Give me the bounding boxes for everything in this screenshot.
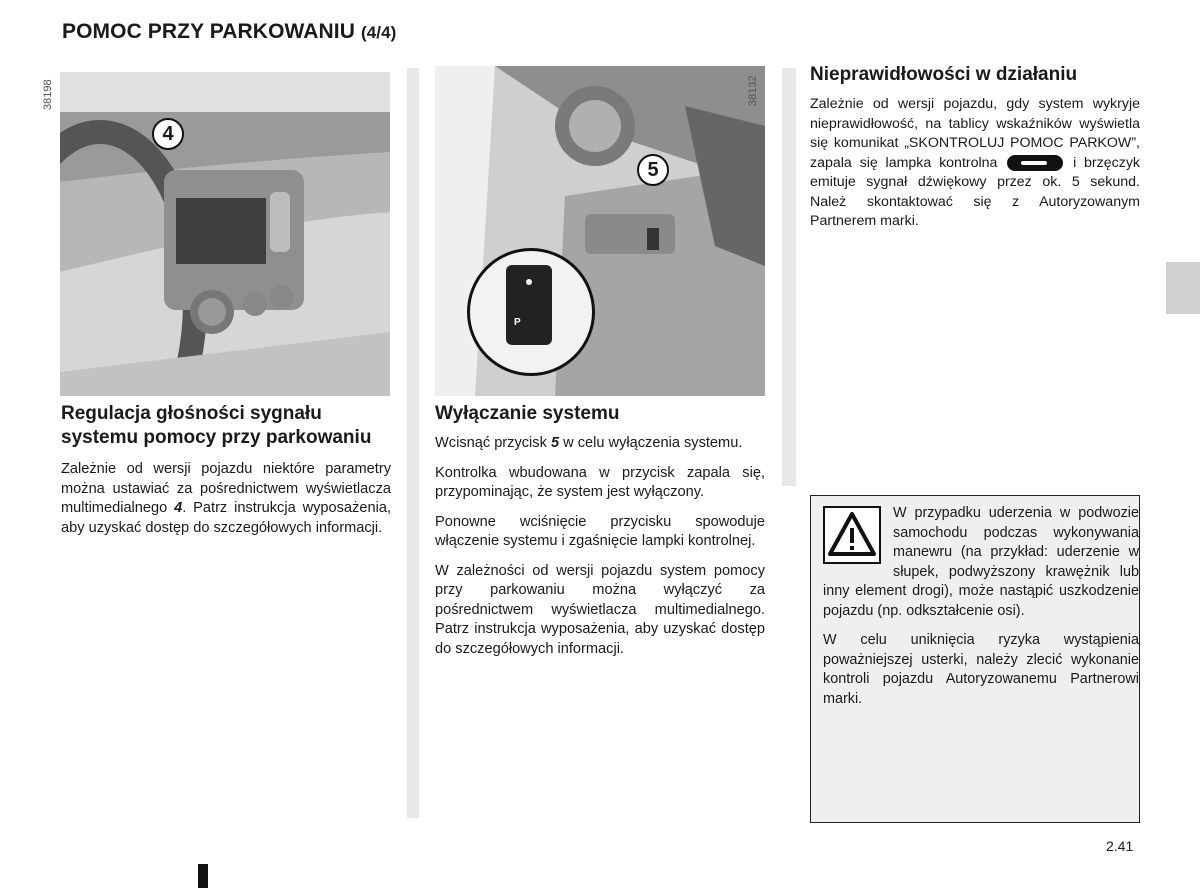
volume-paragraph-a: Zależnie od wersji pojazdu niektóre parametry można ustawiać za pośrednictwem wyświetlacza multimedialnego (61, 461, 391, 516)
volume-heading: Regulacja głośności sygnału systemu pomocy przy parkowaniu (61, 403, 372, 448)
page-title-suffix: (4/4) (360, 23, 397, 42)
disable-paragraph-2: Kontrolka wbudowana w przycisk zapala się, przypominając, że system jest wyłączony. (435, 464, 765, 500)
warning-box (810, 495, 1140, 823)
callout-5: 5 (637, 154, 669, 186)
malfunction-heading: Nieprawidłowości w działaniu (810, 64, 1078, 85)
volume-paragraph (61, 460, 391, 538)
image-code-middle: 38132 (747, 75, 759, 106)
park-assist-icon: P (514, 317, 521, 328)
parking-switch (506, 265, 552, 345)
page-title-text: POMOC PRZY PARKOWANIU (62, 20, 356, 43)
dashboard-photo (60, 72, 390, 396)
column-divider-left (407, 68, 419, 818)
disable-paragraph-ref: 5 (550, 435, 560, 451)
disable-paragraph-4: W zależności od wersji pojazdu system pomocy przy parkowaniu można wyłączyć za pośrednictwem wyświetlacza multimedialnego. Patrz instrukcja wyposażenia, aby uzyskać dostęp do szczegółowych informacji. (435, 562, 765, 657)
right-column-text (810, 63, 1140, 242)
switch-photo (435, 66, 765, 396)
disable-paragraph-1c: w celu wyłączenia systemu. (559, 435, 743, 451)
crop-mark (198, 864, 208, 888)
warning-text (823, 504, 1139, 719)
warning-paragraph-2: W celu uniknięcia ryzyka wystąpienia poważniejszej usterki, należy zlecić wykonanie kontroli pojazdu Autoryzowanemu Partnerowi marki. (823, 632, 1139, 707)
callout-4: 4 (152, 118, 184, 150)
middle-column-text (435, 402, 765, 669)
malfunction-paragraph-b: i brzęczyk emituje sygnał dźwiękowy przez ok. 5 sekund. Należ skontaktować się z Autoryzowanym Partnerem marki. (810, 154, 1141, 229)
warning-paragraph-1: W przypadku uderzenia w podwozie samochodu podczas wykonywania manewru (na przykład: uderzenie w słupek, podwyższony krawężnik lub inny element drogi), może nastąpić uszkodzenie pojazdu (np. odkształcenie osi). (823, 505, 1139, 619)
page-number: 2.41 (1106, 838, 1134, 854)
volume-paragraph-c: . Patrz instrukcja wyposażenia, aby uzyskać dostęp do szczegółowych informacji. (61, 500, 391, 536)
section-tab (1166, 262, 1200, 314)
malfunction-paragraph-a: Zależnie od wersji pojazdu, gdy system wykryje nieprawidłowość, na tablicy wskaźników wyświetla się komunikat „SKONTROLUJ POMOC PARKOW”, zapala się lampka kontrolna (810, 96, 1140, 171)
switch-detail-circle (467, 248, 595, 376)
dashboard-illustration (60, 72, 390, 396)
volume-paragraph-ref: 4 (174, 500, 183, 516)
disable-paragraph-1a: Wcisnąć przycisk (435, 435, 551, 451)
disable-heading: Wyłączanie systemu (435, 403, 620, 424)
warning-icon-spacer (823, 504, 893, 566)
malfunction-paragraph (810, 95, 1140, 232)
page-title (62, 20, 396, 44)
column-divider-right (782, 68, 796, 486)
switch-led-icon (526, 279, 532, 285)
wrench-warning-icon (1007, 155, 1063, 171)
disable-paragraph-3: Ponowne wciśnięcie przycisku spowoduje włączenie systemu i zgaśnięcie lampki kontrolnej. (435, 513, 765, 549)
disable-paragraph-1 (435, 434, 765, 454)
image-code-left: 38198 (42, 79, 54, 110)
left-column-text (61, 402, 391, 548)
